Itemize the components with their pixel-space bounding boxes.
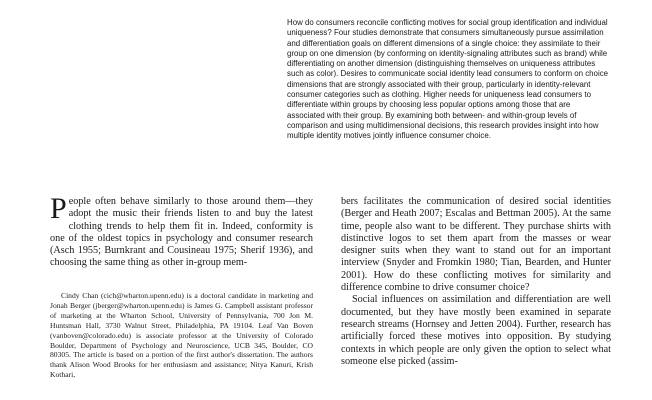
- opening-paragraph-text: eople often behave similarly to those around them—they adopt the music their friends listen to and buy the latest clothing trends to help them fit in. Indeed, conformity is one of the oldest topics in psychology and consumer research (Asch 1955; Burnkrant and Cousineau 1975; Sherif 1936), and choosing the same thing as other in-group mem-: [50, 196, 313, 269]
- opening-paragraph: [50, 192, 313, 270]
- body-paragraph-2: Social influences on assimilation and differentiation are well documented, but they have mostly been examined in separate research streams (Hornsey and Jetten 2004). Further, research has artificially forced these motives into opposition. By studying contexts in which people are only given the option to select what someone else picked (assim-: [341, 294, 611, 367]
- body-column-left: [50, 192, 313, 270]
- abstract-text: How do consumers reconcile conflicting motives for social group identification and individual uniqueness? Four studies demonstrate that consumers simultaneously pursue assimilation and differentiation goals on different dimensions of a single choice: they assimilate to their group on one dimension (by conforming on identity-signaling attributes such as brand) while differentiating on another dimension (distinguishing themselves on uniqueness attributes such as color). Desires to communicate social identity lead consumers to conform on choice dimensions that are strongly associated with their group, particularly in identity-relevant consumer categories such as clothing. Higher needs for uniqueness lead consumers to differentiate within groups by choosing less popular options among those that are associated with their group. By examining both between- and within-group levels of comparison and using multidimensional decisions, this research provides insight into how multiple identity motives jointly influence consumer choice.: [287, 18, 609, 141]
- author-footnote: Cindy Chan (cich@wharton.upenn.edu) is a doctoral candidate in marketing and Jonah Berger (jberger@wharton.upenn.edu) is James G. Campbell assistant professor of marketing at the Wharton School, University of Pennsylvania, 700 Jon M. Huntsman Hall, 3730 Walnut Street, Philadelphia, PA 19104. Leaf Van Boven (vanboven@colorado.edu) is associate professor at the University of Colorado Boulder, Department of Psychology and Neuroscience, UCB 345, Boulder, CO 80305. The article is based on a portion of the first author's dissertation. The authors thank Alison Wood Brooks for her enthusiasm and assistance; Nitya Kanuri, Krish Kothari,: [50, 291, 313, 380]
- drop-cap: P: [50, 192, 67, 225]
- body-column-right: [341, 196, 611, 368]
- body-paragraph-continued: bers facilitates the communication of desired social identities (Berger and Heath 2007; Escalas and Bettman 2005). At the same time, people also want to be different. They purchase shirts with distinctive logos to set them apart from the masses or wear designer suits when they want to stand out for an important interview (Snyder and Fromkin 1980; Tian, Bearden, and Hunter 2001). How do these conflicting motives for similarity and difference combine to drive consumer choice?: [341, 196, 611, 294]
